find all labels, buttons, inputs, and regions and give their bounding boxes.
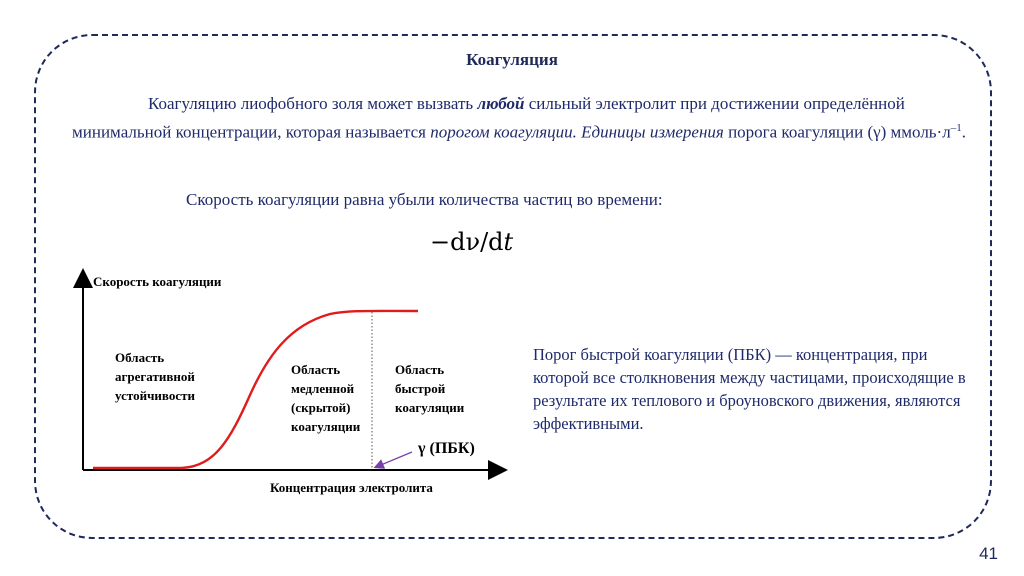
- y-axis-label: Скорость коагуляции: [93, 274, 222, 289]
- region-1-line-3: устойчивости: [115, 388, 195, 403]
- speed-text: Скорость коагуляции равна убыли количества частиц во времени:: [186, 190, 663, 209]
- region-2-line-4: коагуляции: [291, 419, 361, 434]
- intro-italic-term: порогом коагуляции.: [430, 122, 577, 142]
- intro-bold-word: любой: [477, 94, 525, 113]
- region-3-line-3: коагуляции: [395, 400, 465, 415]
- page-number: 41: [979, 544, 998, 563]
- formula-prefix: −dν/d: [430, 228, 504, 256]
- intro-italic-units: Единицы измерения: [581, 122, 724, 142]
- region-2-line-2: медленной: [291, 381, 355, 396]
- intro-part1: Коагуляцию лиофобного золя может вызвать: [148, 94, 478, 113]
- region-2-line-1: Область: [291, 362, 341, 377]
- formula-var: t: [503, 228, 514, 256]
- region-stability-label: [115, 348, 195, 405]
- region-1-line-2: агрегативной: [115, 369, 195, 384]
- intro-part5: .: [961, 122, 966, 142]
- pbk-arrow: [376, 452, 412, 467]
- pbk-marker-label: γ (ПБК): [418, 440, 475, 457]
- region-fast-label: [395, 360, 464, 417]
- intro-part4: порога коагуляции (γ) ммоль·л: [723, 122, 951, 142]
- intro-part2: сильный электролит при достижении определённой минимальной концентрации, которая называется: [72, 94, 905, 142]
- region-slow-label: [291, 360, 360, 436]
- intro-superscript: –1: [950, 122, 962, 134]
- region-3-line-1: Область: [395, 362, 445, 377]
- region-2-line-3: (скрытой): [291, 400, 351, 415]
- pbk-definition: Порог быстрой коагуляции (ПБК) — концентрация, при которой все столкновения между частицами, происходящие в результате их теплового и броуновского движения, являются эффективными.: [533, 345, 966, 433]
- x-axis-label: Концентрация электролита: [270, 480, 433, 495]
- slide-title: Коагуляция: [466, 50, 558, 69]
- region-1-line-1: Область: [115, 350, 165, 365]
- region-3-line-2: быстрой: [395, 381, 446, 396]
